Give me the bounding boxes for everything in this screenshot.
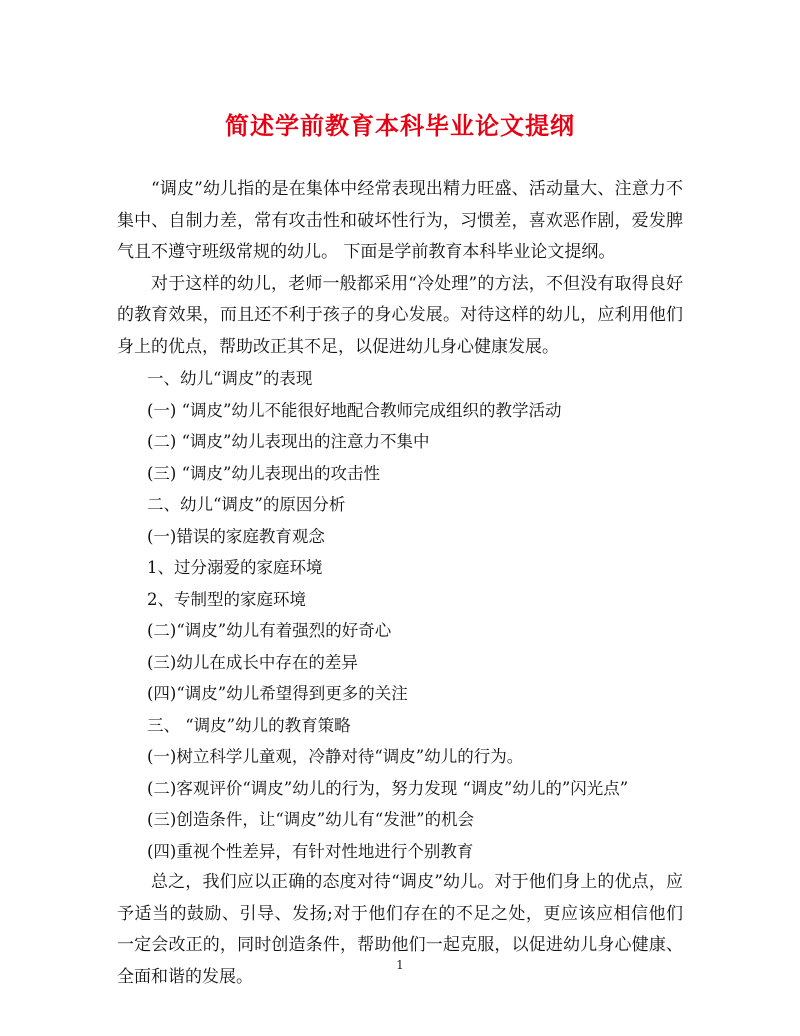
outline-item: 1、过分溺爱的家庭环境 xyxy=(147,558,323,577)
outline-heading-3: 三、 “调皮”幼儿的教育策略 xyxy=(147,715,351,735)
document-title: 简述学前教育本科毕业论文提纲 xyxy=(225,111,575,140)
outline-item: 2、专制型的家庭环境 xyxy=(147,589,306,609)
outline-item: (一) “调皮”幼儿不能很好地配合教师完成组织的教学活动 xyxy=(147,400,562,420)
outline-item: (二) “调皮”幼儿表现出的注意力不集中 xyxy=(147,432,430,451)
outline-item: (三) “调皮”幼儿表现出的攻击性 xyxy=(147,463,380,483)
conclusion-paragraph: 总之，我们应以正确的态度对待“调皮”幼儿。对于他们身上的优点，应予适当的鼓励、引导、发扬;对于他们存在的不足之处，更应该应相信他们一定会改正的，同时创造条件，帮助他们一起克服，以促进幼儿身心健康、全面和谐的发展。 xyxy=(117,872,683,987)
intro-paragraph: “调皮”幼儿指的是在集体中经常表现出精力旺盛、活动量大、注意力不集中、自制力差，常有攻击性和破坏性行为，习惯差，喜欢恶作剧，爱发脾气且不遵守班级常规的幼儿。 下面是学前教育本科毕业论文提纲。 xyxy=(117,179,683,262)
outline-item: (四)“调皮”幼儿希望得到更多的关注 xyxy=(147,684,408,703)
outline-item: (三)幼儿在成长中存在的差异 xyxy=(147,652,358,672)
outline-item: (一)错误的家庭教育观念 xyxy=(147,526,325,546)
page-number: 1 xyxy=(396,958,404,972)
document-body xyxy=(117,174,683,993)
outline-item: (四)重视个性差异，有针对性地进行个别教育 xyxy=(147,841,474,861)
outline-item: (三)创造条件，让“调皮”幼儿有“发泄”的机会 xyxy=(147,810,475,829)
outline-item: (二)客观评价“调皮”幼儿的行为，努力发现 “调皮”幼儿的”闪光点” xyxy=(147,778,629,798)
context-paragraph: 对于这样的幼儿，老师一般都采用“冷处理”的方法，不但没有取得良好的教育效果，而且还不利于孩子的身心发展。对待这样的幼儿，应利用他们身上的优点，帮助改正其不足，以促进幼儿身心健康发展。 xyxy=(117,273,683,357)
outline-item: (二)“调皮”幼儿有着强烈的好奇心 xyxy=(147,621,392,640)
outline-heading-2: 二、幼儿“调皮”的原因分析 xyxy=(147,495,346,514)
outline-item: (一)树立科学儿童观，冷静对待“调皮”幼儿的行为。 xyxy=(147,747,524,766)
outline-heading-1: 一、幼儿“调皮”的表现 xyxy=(147,369,313,388)
